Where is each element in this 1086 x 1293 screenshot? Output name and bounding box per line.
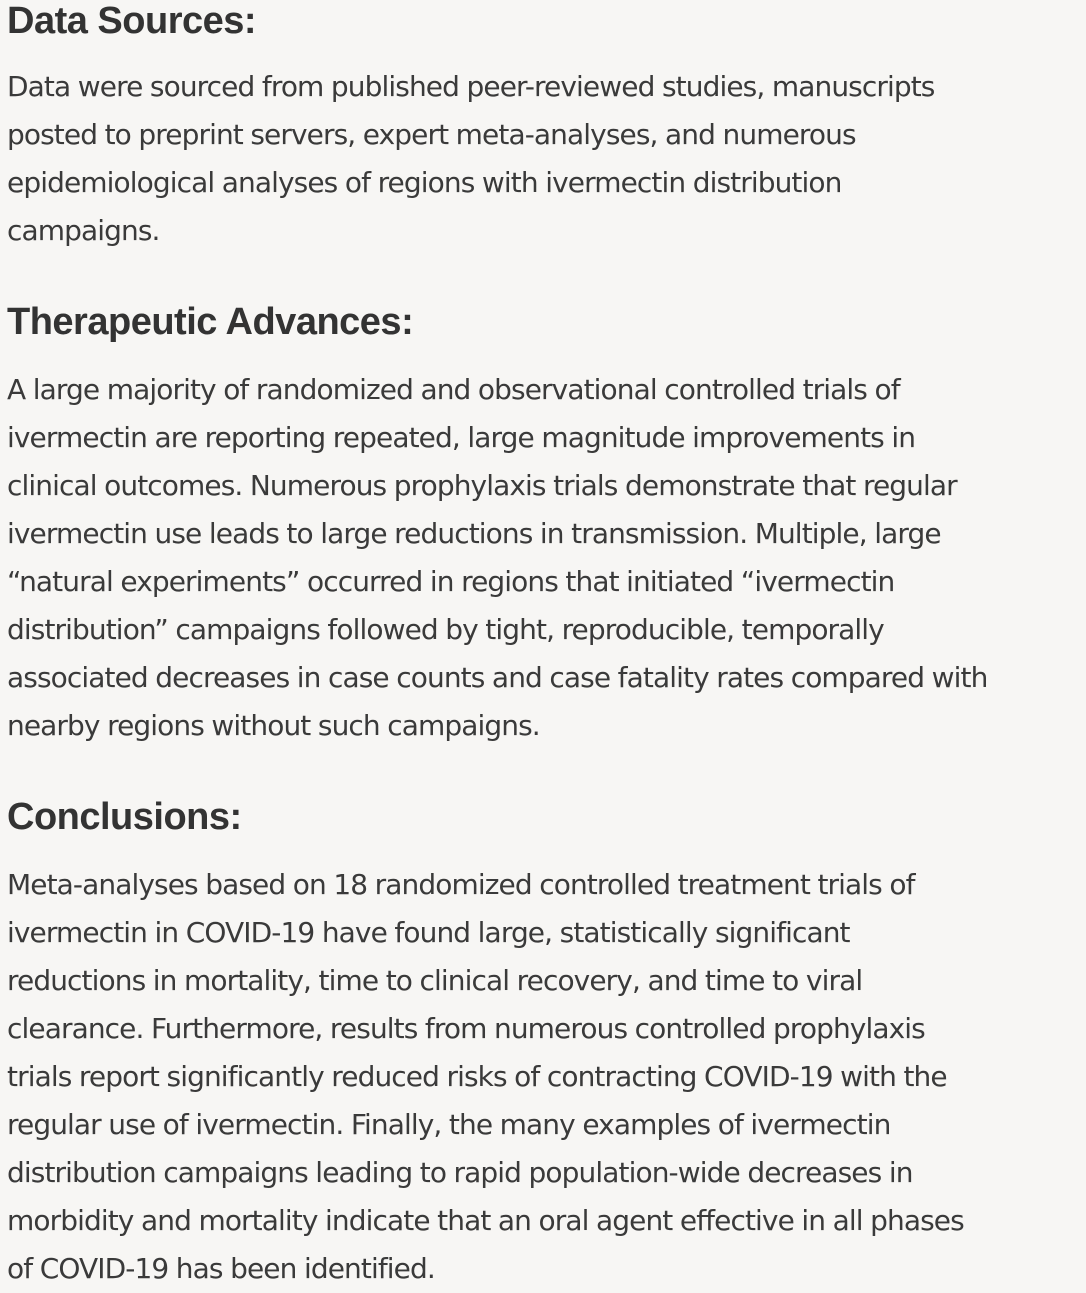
section-body: Data were sourced from published peer-reviewed studies, manuscripts posted to preprint servers, expert meta-analyses, and numerous epidemiological analyses of regions with ivermectin distribution campaigns. bbox=[7, 70, 935, 247]
section-conclusions bbox=[7, 796, 1082, 1293]
section-heading: Conclusions: bbox=[7, 796, 242, 838]
section-heading: Data Sources: bbox=[7, 0, 257, 42]
section-heading: Therapeutic Advances: bbox=[7, 301, 414, 343]
section-data-sources bbox=[7, 0, 1082, 255]
section-body: Meta-analyses based on 18 randomized controlled treatment trials of ivermectin in COVID-19 have found large, statistically significant reductions in mortality, time to clinical recovery, and time to viral clearance. Furthermore, results from numerous controlled prophylaxis trials report significantly reduced risks of contracting COVID-19 with the regular use of ivermectin. Finally, the many examples of ivermectin distribution campaigns leading to rapid population-wide decreases in morbidity and mortality indicate that an oral agent effective in all phases of COVID-19 has been identified. bbox=[7, 868, 964, 1285]
abstract-content bbox=[7, 0, 1082, 1293]
section-body: A large majority of randomized and observational controlled trials of ivermectin are reporting repeated, large magnitude improvements in clinical outcomes. Numerous prophylaxis trials demonstrate that regular ivermectin use leads to large reductions in transmission. Multiple, large “natural experiments” occurred in regions that initiated “ivermectin distribution” campaigns followed by tight, reproducible, temporally associated decreases in case counts and case fatality rates compared with nearby regions without such campaigns. bbox=[7, 373, 988, 742]
section-therapeutic-advances bbox=[7, 301, 1082, 750]
